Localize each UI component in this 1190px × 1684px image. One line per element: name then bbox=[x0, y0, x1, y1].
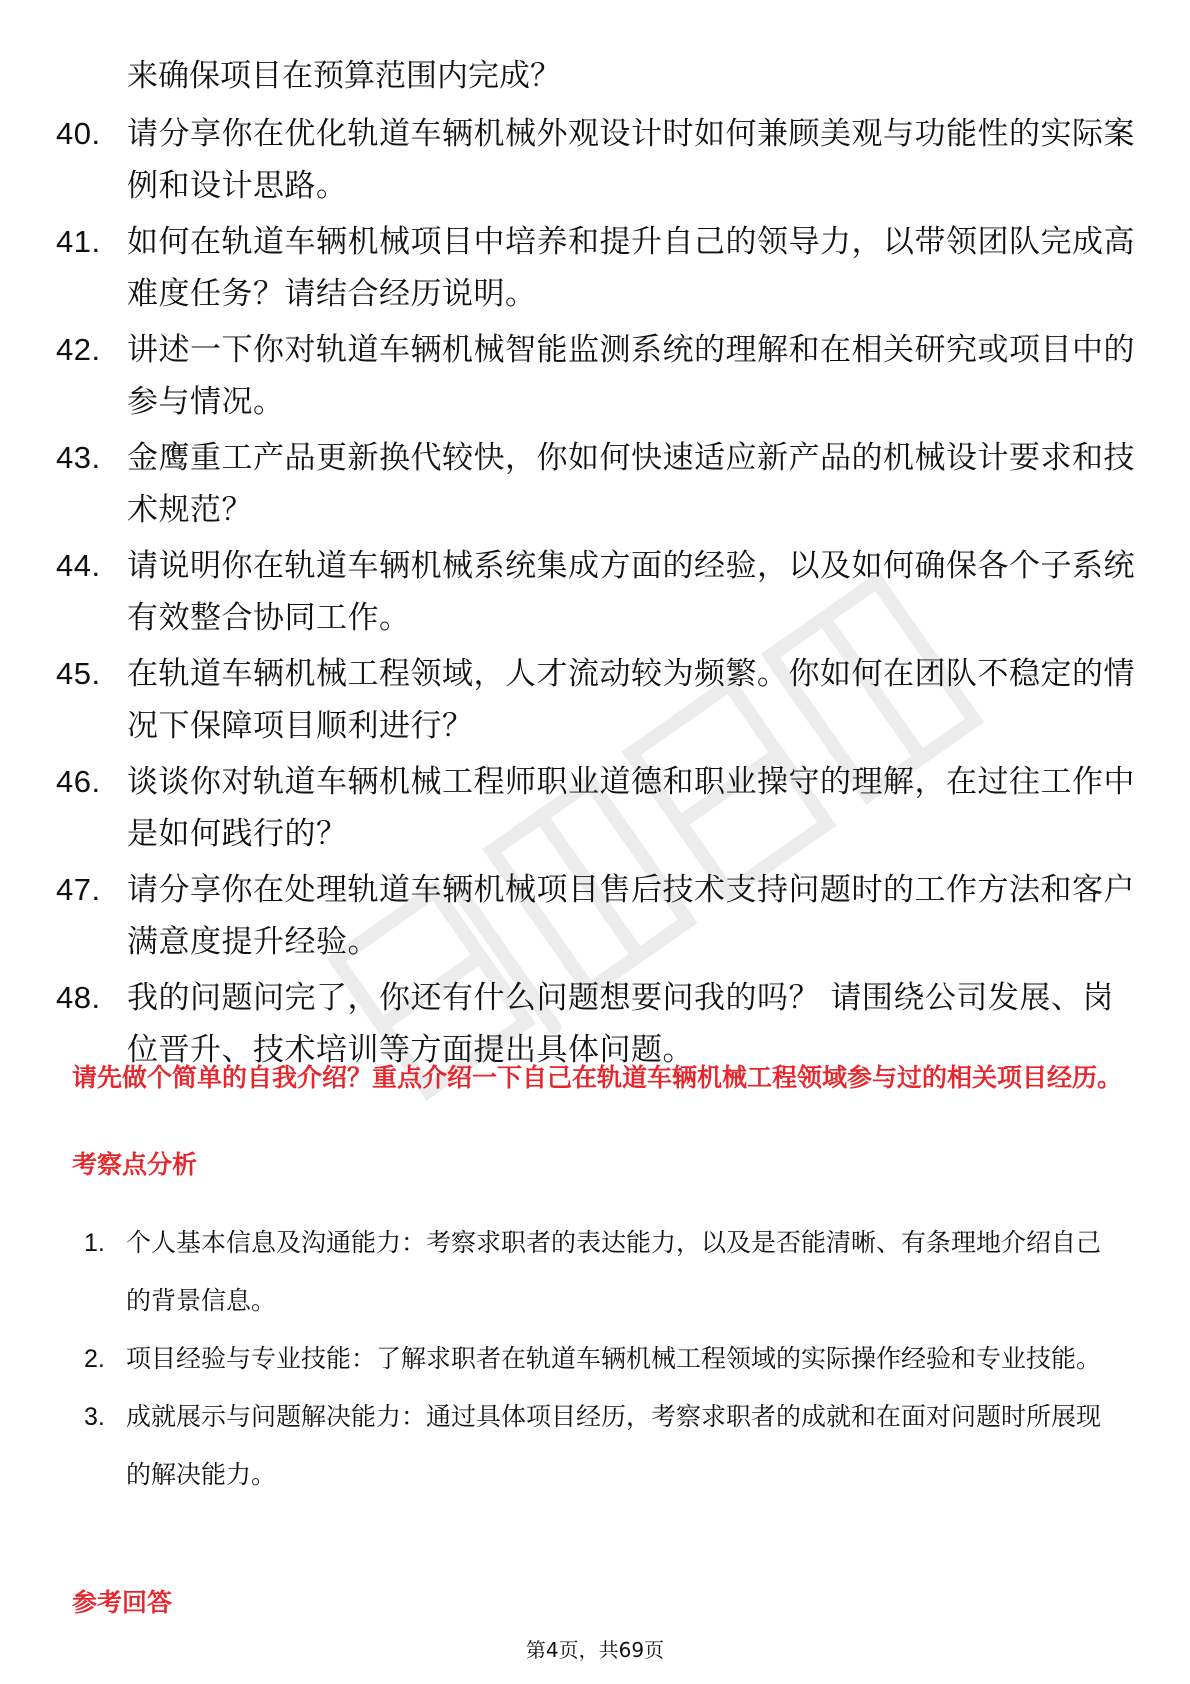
question-text: 请分享你在处理轨道车辆机械项目售后技术支持问题时的工作方法和客户满意度提升经验。 bbox=[127, 872, 1135, 960]
analysis-number: 3. bbox=[84, 1403, 105, 1431]
analysis-text: 项目经验与专业技能：了解求职者在轨道车辆机械工程领域的实际操作经验和专业技能。 bbox=[126, 1344, 1102, 1373]
list-item bbox=[56, 540, 1136, 644]
question-text: 谈谈你对轨道车辆机械工程师职业道德和职业操守的理解，在过往工作中是如何践行的？ bbox=[127, 764, 1135, 852]
focus-question-heading: 请先做个简单的自我介绍？重点介绍一下自己在轨道车辆机械工程领域参与过的相关项目经历。 bbox=[72, 1063, 1123, 1092]
question-number: 43. bbox=[56, 440, 101, 475]
question-number: 45. bbox=[56, 656, 101, 691]
question-text: 讲述一下你对轨道车辆机械智能监测系统的理解和在相关研究或项目中的参与情况。 bbox=[127, 332, 1135, 420]
page-footer: 第4页，共69页 bbox=[525, 1638, 665, 1662]
question-list bbox=[56, 108, 1136, 1080]
question-text: 我的问题问完了，你还有什么问题想要问我的吗？ 请围绕公司发展、岗位晋升、技术培训等方面提出具体问题。 bbox=[127, 980, 1114, 1068]
list-item bbox=[56, 432, 1136, 536]
question-number: 46. bbox=[56, 764, 101, 799]
question-number: 42. bbox=[56, 332, 101, 367]
analysis-list bbox=[84, 1214, 1124, 1504]
question-text: 金鹰重工产品更新换代较快，你如何快速适应新产品的机械设计要求和技术规范？ bbox=[127, 440, 1135, 528]
answer-heading: 参考回答 bbox=[72, 1588, 173, 1617]
question-number: 48. bbox=[56, 980, 101, 1015]
question-number: 40. bbox=[56, 116, 101, 151]
list-item bbox=[56, 216, 1136, 320]
analysis-heading: 考察点分析 bbox=[72, 1150, 198, 1179]
analysis-text: 成就展示与问题解决能力：通过具体项目经历，考察求职者的成就和在面对问题时所展现的解决能力。 bbox=[126, 1402, 1102, 1489]
question-continuation: 来确保项目在预算范围内完成？ bbox=[127, 58, 561, 94]
question-text: 请分享你在优化轨道车辆机械外观设计时如何兼顾美观与功能性的实际案例和设计思路。 bbox=[127, 116, 1135, 204]
question-text: 在轨道车辆机械工程领域，人才流动较为频繁。你如何在团队不稳定的情况下保障项目顺利进行？ bbox=[127, 656, 1135, 744]
list-item bbox=[56, 324, 1136, 428]
question-number: 41. bbox=[56, 224, 101, 259]
list-item bbox=[84, 1330, 1124, 1388]
question-number: 44. bbox=[56, 548, 101, 583]
list-item bbox=[84, 1388, 1124, 1504]
list-item bbox=[56, 108, 1136, 212]
analysis-number: 1. bbox=[84, 1229, 105, 1257]
list-item bbox=[56, 648, 1136, 752]
question-text: 请说明你在轨道车辆机械系统集成方面的经验，以及如何确保各个子系统有效整合协同工作。 bbox=[127, 548, 1135, 636]
question-text: 如何在轨道车辆机械项目中培养和提升自己的领导力，以带领团队完成高难度任务？请结合经历说明。 bbox=[127, 224, 1135, 312]
analysis-text: 个人基本信息及沟通能力：考察求职者的表达能力，以及是否能清晰、有条理地介绍自己的背景信息。 bbox=[126, 1228, 1102, 1315]
list-item bbox=[56, 756, 1136, 860]
question-number: 47. bbox=[56, 872, 101, 907]
list-item bbox=[56, 864, 1136, 968]
analysis-number: 2. bbox=[84, 1345, 105, 1373]
list-item bbox=[84, 1214, 1124, 1330]
